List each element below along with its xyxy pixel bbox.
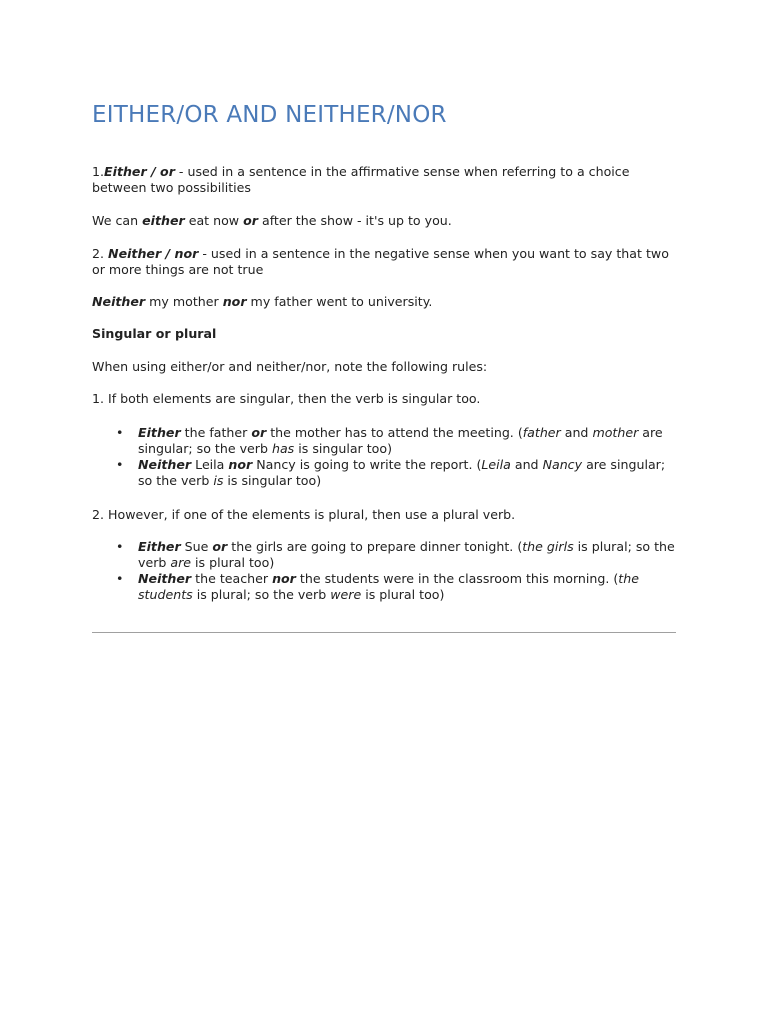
- term-either-or: Either / or: [104, 164, 175, 179]
- keyword-neither: Neither: [92, 294, 146, 309]
- italic-word: the girls: [522, 539, 574, 554]
- keyword-nor: nor: [222, 294, 247, 309]
- keyword-or: or: [212, 539, 228, 554]
- example-neither-nor: [92, 294, 676, 310]
- rule-2-examples: [92, 539, 676, 603]
- item-text: the teacher: [191, 571, 273, 586]
- bullet-icon: •: [116, 457, 124, 472]
- italic-word: father: [522, 425, 561, 440]
- italic-word: mother: [592, 425, 639, 440]
- keyword-either: Either: [138, 539, 181, 554]
- section-heading: Singular or plural: [92, 326, 217, 341]
- bullet-icon: •: [116, 571, 124, 586]
- item-text: the students were in the classroom this morning. (: [295, 571, 619, 586]
- bullet-icon: •: [116, 539, 124, 554]
- item-text: is singular too): [223, 473, 322, 488]
- item-text: the father: [180, 425, 252, 440]
- item-text: Sue: [180, 539, 213, 554]
- example-text: We can: [92, 213, 143, 228]
- item-text: and: [510, 457, 543, 472]
- item-text: and: [560, 425, 593, 440]
- keyword-either: either: [142, 213, 185, 228]
- italic-word: Leila: [481, 457, 511, 472]
- page-title: EITHER/OR AND NEITHER/NOR: [92, 102, 447, 128]
- definition-neither-nor: [92, 246, 676, 278]
- italic-word: Nancy: [542, 457, 583, 472]
- item-text: Nancy is going to write the report. (: [252, 457, 482, 472]
- example-text: my father went to university.: [246, 294, 433, 309]
- italic-word: were: [330, 587, 362, 602]
- example-either-or: [92, 213, 676, 229]
- example-text: my mother: [145, 294, 223, 309]
- italic-word: the students: [138, 571, 639, 602]
- item-text: is plural too): [361, 587, 445, 602]
- keyword-nor: nor: [228, 457, 253, 472]
- definition-text: - used in a sentence in the affirmative sense when referring to a choice between two possibilities: [92, 164, 630, 195]
- section-number: 2.: [92, 246, 109, 261]
- italic-word: has: [271, 441, 295, 456]
- definition-text: - used in a sentence in the negative sense when you want to say that two or more things are not true: [92, 246, 669, 277]
- keyword-nor: nor: [272, 571, 296, 586]
- example-text: eat now: [184, 213, 244, 228]
- keyword-neither: Neither: [138, 571, 192, 586]
- keyword-either: Either: [138, 425, 181, 440]
- item-text: Leila: [191, 457, 229, 472]
- definition-either-or: [92, 164, 676, 196]
- list-item: [92, 457, 676, 489]
- item-text: is plural; so the verb: [138, 539, 675, 570]
- rules-intro: When using either/or and neither/nor, note the following rules:: [92, 359, 488, 374]
- horizontal-divider: [92, 632, 676, 633]
- item-text: are singular; so the verb: [138, 425, 663, 456]
- bullet-icon: •: [116, 425, 124, 440]
- example-text: after the show - it's up to you.: [257, 213, 452, 228]
- list-item: [92, 539, 676, 571]
- item-text: the mother has to attend the meeting. (: [266, 425, 523, 440]
- list-item: [92, 425, 676, 457]
- italic-word: is: [213, 473, 224, 488]
- keyword-or: or: [243, 213, 258, 228]
- section-number: 1.: [92, 164, 105, 179]
- rule-1: 1. If both elements are singular, then the verb is singular too.: [92, 391, 481, 406]
- italic-word: are: [170, 555, 192, 570]
- item-text: is singular too): [294, 441, 392, 456]
- keyword-neither: Neither: [138, 457, 192, 472]
- rule-1-examples: [92, 425, 676, 489]
- rule-2: 2. However, if one of the elements is plural, then use a plural verb.: [92, 507, 516, 522]
- list-item: [92, 571, 676, 603]
- item-text: are singular; so the verb: [138, 457, 666, 488]
- item-text: the girls are going to prepare dinner tonight. (: [227, 539, 523, 554]
- item-text: is plural too): [191, 555, 275, 570]
- term-neither-nor: Neither / nor: [108, 246, 199, 261]
- keyword-or: or: [251, 425, 267, 440]
- item-text: is plural; so the verb: [192, 587, 331, 602]
